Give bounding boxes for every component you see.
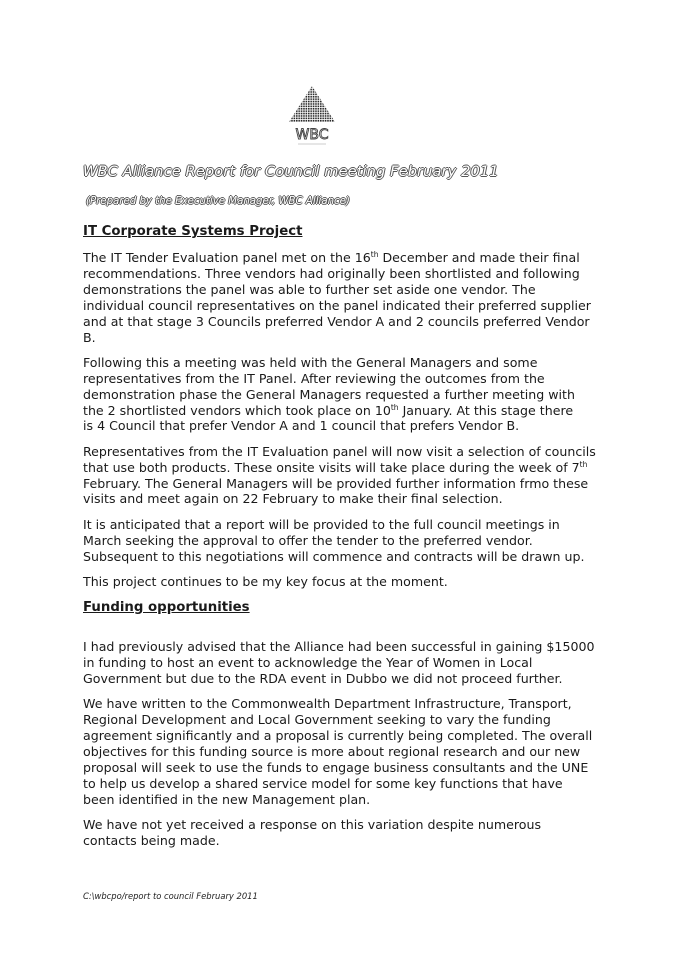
it-paragraph-3: Representatives from the IT Evaluation panel will now visit a selection of councils that use both products. These onsite visits will take place during the week of 7th February. The General Managers will be provided further information frmo these visits and meet again on 22 February to make their final selection. [83,443,596,507]
section-heading-it-project: IT Corporate Systems Project [83,224,303,239]
logo-triangle [289,86,335,122]
funding-paragraph-3: We have not yet received a response on this variation despite numerous contacts being made. [83,817,542,848]
report-body [83,223,613,858]
section-heading-funding: Funding opportunities [83,600,250,616]
funding-paragraph-1: I had previously advised that the Alliance had been successful in gaining $15000 in funding to host an event to acknowledge the Year of Women in Local Government but due to the RDA event in Dubbo we did not proceed further. [83,639,595,686]
funding-paragraph-2: We have written to the Commonwealth Department Infrastructure, Transport, Regional Development and Local Government seeking to vary the funding agreement significantly and a proposal is currently being completed. The overall objectives for this funding source is more about regional research and our new proposal will seek to use the funds to engage business consultants and the UNE to help us develop a shared service model for some key functions that have been identified in the new Management plan. [83,696,593,807]
wbc-logo [284,84,340,148]
report-subtitle: (Prepared by the Executive Manager, WBC Alliance) [86,196,350,207]
logo-text: WBC [295,127,329,143]
footer-file-path: C:\wbcpo/report to council February 2011 [83,891,258,901]
it-paragraph-2: Following this a meeting was held with the General Managers and some representatives from the IT Panel. After reviewing the outcomes from the demonstration phase the General Managers requested a further meeting with the 2 shortlisted vendors which took place on 10th January. At this stage there is 4 Council that prefer Vendor A and 1 council that prefers Vendor B. [83,354,575,434]
it-paragraph-5: This project continues to be my key focus at the moment. [83,573,448,589]
report-title: WBC Alliance Report for Council meeting February 2011 [83,163,499,180]
it-paragraph-1: The IT Tender Evaluation panel met on the 16th December and made their final recommendations. Three vendors had originally been shortlisted and following demonstrations the panel was able to further set aside one vendor. The individual council representatives on the panel indicated their preferred supplier and at that stage 3 Councils preferred Vendor A and 2 councils preferred Vendor B. [83,249,591,345]
it-paragraph-4: It is anticipated that a report will be provided to the full council meetings in March seeking the approval to offer the tender to the preferred vendor. Subsequent to this negotiations will commence and contracts will be drawn up. [83,516,585,564]
